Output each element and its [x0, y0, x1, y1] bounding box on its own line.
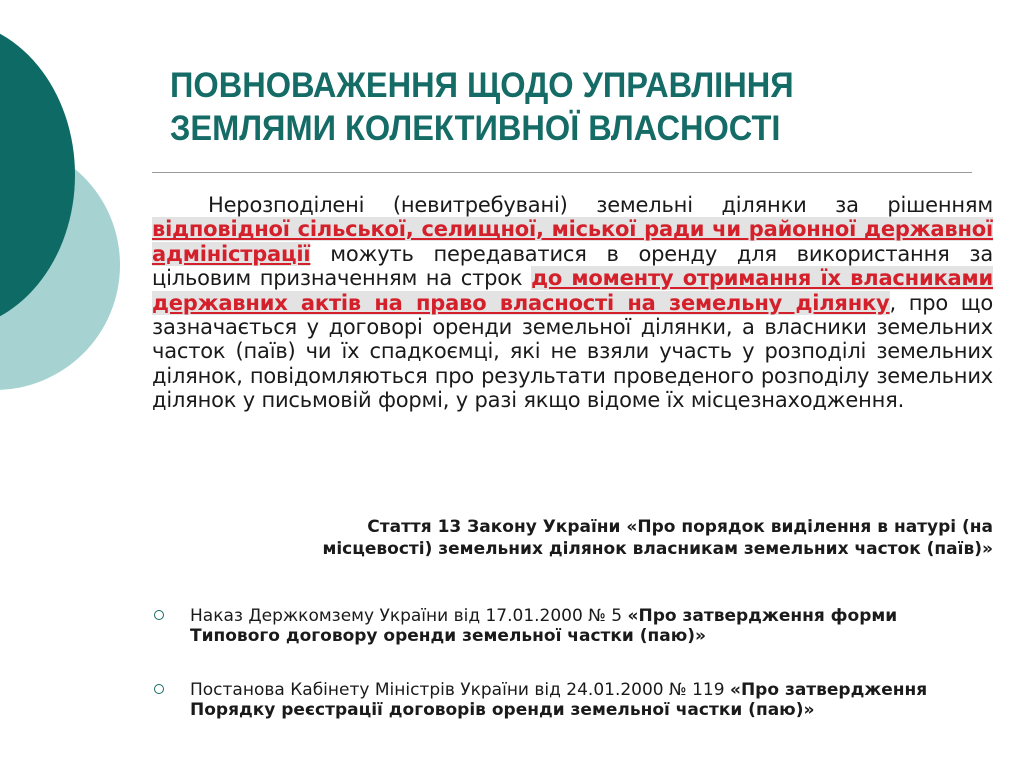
reference-normal-text: Наказ Держкомзему України від 17.01.2000 № 5	[190, 606, 628, 626]
citation-line-2: місцевості) земельних ділянок власникам земельних часток (паїв)»	[322, 539, 993, 559]
reference-item	[152, 680, 952, 720]
highlight-term: до моменту отримання їх власниками державних актів на право власності на земельну ділянку	[152, 266, 993, 315]
citation-line-1: Стаття 13 Закону України «Про порядок виділення в натурі (на	[367, 517, 993, 537]
reference-normal-text: Постанова Кабінету Міністрів України від 24.01.2000 № 119	[190, 680, 730, 700]
slide-title	[170, 64, 933, 150]
title-line-1: ПОВНОВАЖЕННЯ ЩОДО УПРАВЛІННЯ	[170, 66, 794, 105]
reference-bold-text: «Про затвердження форми Типового договору оренди земельної частки (паю)»	[190, 606, 898, 646]
title-line-2: ЗЕМЛЯМИ КОЛЕКТИВНОЇ ВЛАСНОСТІ	[170, 109, 781, 148]
highlight-authority: відповідної сільської, селищної, міської ради чи районної державної адміністрації	[152, 217, 993, 266]
reference-bold-text: «Про затвердження Порядку реєстрації договорів оренди земельної частки (паю)»	[190, 680, 928, 720]
title-divider	[152, 172, 972, 173]
bullet-circle-icon	[154, 684, 164, 694]
bullet-circle-icon	[154, 610, 164, 620]
paragraph-text-1: Нерозподілені (невитребувані) земельні ділянки за рішенням	[208, 193, 993, 217]
law-citation	[152, 516, 993, 560]
main-paragraph	[152, 193, 993, 413]
paragraph-text-2: можуть передаватися в оренду для використання за цільовим призначенням на строк	[152, 241, 993, 291]
paragraph-text-3: , про що зазначається у договорі оренди земельної ділянки, а власники земельних часток (паїв) чи їх спадкоємці, які не взяли участь у розподілі земельних ділянок, повідомляються про результати проведеного розподілу земельних ділянок у письмовій формі, у разі якщо відоме їх місцезнаходження.	[152, 290, 993, 413]
reference-list	[152, 606, 952, 754]
reference-item	[152, 606, 952, 646]
